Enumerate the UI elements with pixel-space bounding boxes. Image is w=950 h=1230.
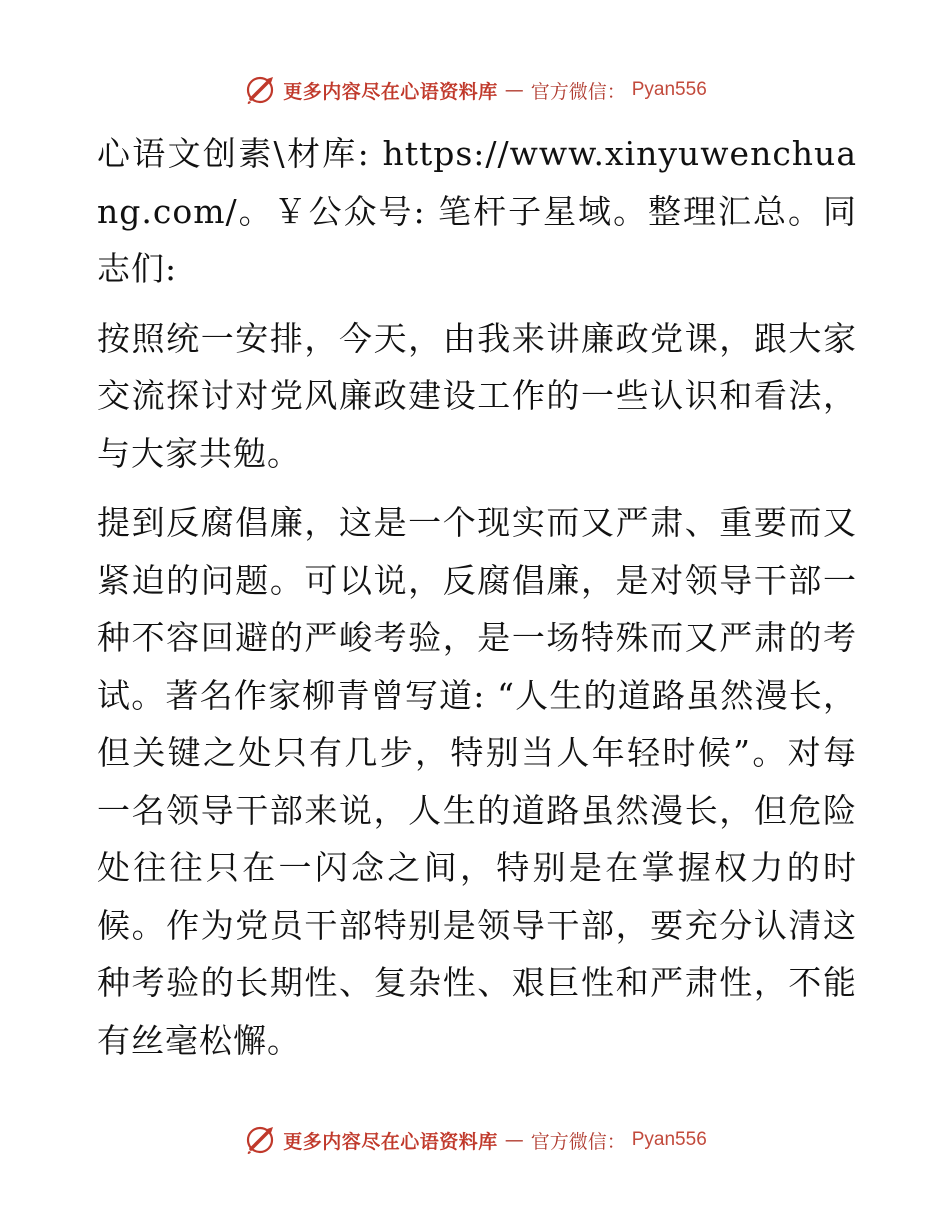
paragraph-anticorruption: 提到反腐倡廉，这是一个现实而又严肃、重要而又紧迫的问题。可以说，反腐倡廉，是对领导干部一种不容回避的严峻考验，是一场特殊而又严肃的考试。著名作家柳青曾写道: “人生的道路虽然漫长，但关键之处只有几步，特别当人年轻时候”。对每一名领导干部来说，人生的道路虽然漫长，但危险处往往只在一闪念之间，特别是在掌握权力的时候。作为党员干部特别是领导干部，要充分认清这种考验的长期性、复杂性、艰巨性和严肃性，不能有丝毫松懈。 [97, 503, 857, 1060]
header-banner [0, 70, 950, 110]
banner-wechat-id: Pyan556 [631, 79, 707, 100]
pen-logo-icon [243, 73, 277, 107]
banner-brand-text: 更多内容尽在心语资料库 [283, 1130, 498, 1153]
banner-dash: — [504, 1129, 524, 1151]
banner-wechat-id: Pyan556 [631, 1129, 707, 1150]
banner-official-label: 官方微信： [530, 1130, 626, 1153]
footer-banner [0, 1120, 950, 1160]
banner-official-label: 官方微信： [530, 80, 626, 103]
pen-logo-icon [243, 1123, 277, 1157]
banner-dash: — [504, 79, 524, 101]
banner-brand-text: 更多内容尽在心语资料库 [283, 80, 498, 103]
paragraph-opening: 按照统一安排，今天，由我来讲廉政党课，跟大家交流探讨对党风廉政建设工作的一些认识和看法，与大家共勉。 [97, 318, 857, 473]
paragraph-intro: 心语文创素\材库: https://www.xinyuwenchuang.com/。￥公众号: 笔杆子星域。整理汇总。同志们: [97, 134, 857, 288]
document-body [97, 125, 857, 1081]
